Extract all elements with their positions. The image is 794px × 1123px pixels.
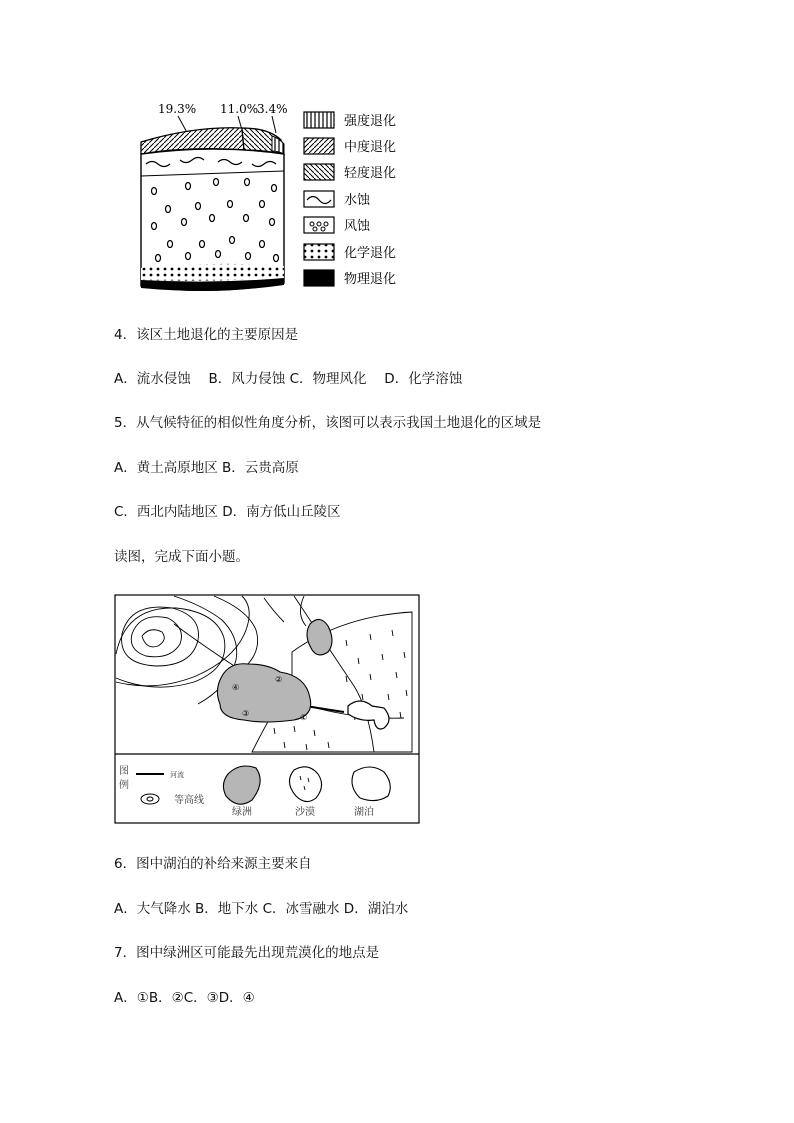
land-degradation-figure (134, 98, 414, 303)
marker-3: ③ (242, 709, 250, 718)
legend-lake: 湖泊 (354, 807, 374, 818)
pct-right-label: 3.4% (257, 102, 288, 116)
map-legend-title-2: 例 (119, 780, 129, 791)
pct-left-label: 19.3% (158, 102, 197, 116)
legend-oasis: 绿洲 (232, 807, 252, 818)
legend-moderate: 中度退化 (344, 140, 397, 155)
question-5-options-2: C．西北内陆地区 D．南方低山丘陵区 (114, 504, 341, 520)
marker-2: ② (275, 675, 283, 684)
legend-desert: 沙漠 (295, 807, 315, 818)
question-6-options: A．大气降水 B．地下水 C．冰雪融水 D．湖泊水 (114, 901, 409, 917)
legend-light: 轻度退化 (344, 166, 397, 181)
reading-intro: 读图，完成下面小题。 (114, 549, 249, 565)
question-7-stem: 7．图中绿洲区可能最先出现荒漠化的地点是 (114, 945, 380, 961)
legend-contour: 等高线 (174, 795, 204, 806)
legend-water-erosion: 水蚀 (344, 193, 371, 208)
marker-4: ④ (232, 683, 240, 692)
legend-strong: 强度退化 (344, 114, 397, 129)
pct-mid-label: 11.0% (220, 102, 259, 116)
legend-river: 河流 (170, 771, 184, 779)
marker-1: ① (300, 713, 308, 722)
oasis-map-figure (114, 594, 420, 824)
question-4-options: A．流水侵蚀 B．风力侵蚀 C．物理风化 D．化学溶蚀 (114, 371, 463, 387)
question-4-stem: 4．该区土地退化的主要原因是 (114, 327, 299, 343)
question-5-options-1: A．黄土高原地区 B．云贵高原 (114, 460, 299, 476)
question-7-options: A．①B．②C．③D．④ (114, 990, 255, 1006)
question-5-stem: 5．从气候特征的相似性角度分析，该图可以表示我国土地退化的区域是 (114, 415, 542, 431)
legend-wind-erosion: 风蚀 (344, 219, 371, 234)
question-6-stem: 6．图中湖泊的补给来源主要来自 (114, 856, 312, 872)
map-legend-title-1: 图 (119, 766, 129, 777)
legend-chemical: 化学退化 (344, 246, 397, 261)
legend-physical: 物理退化 (344, 272, 397, 287)
